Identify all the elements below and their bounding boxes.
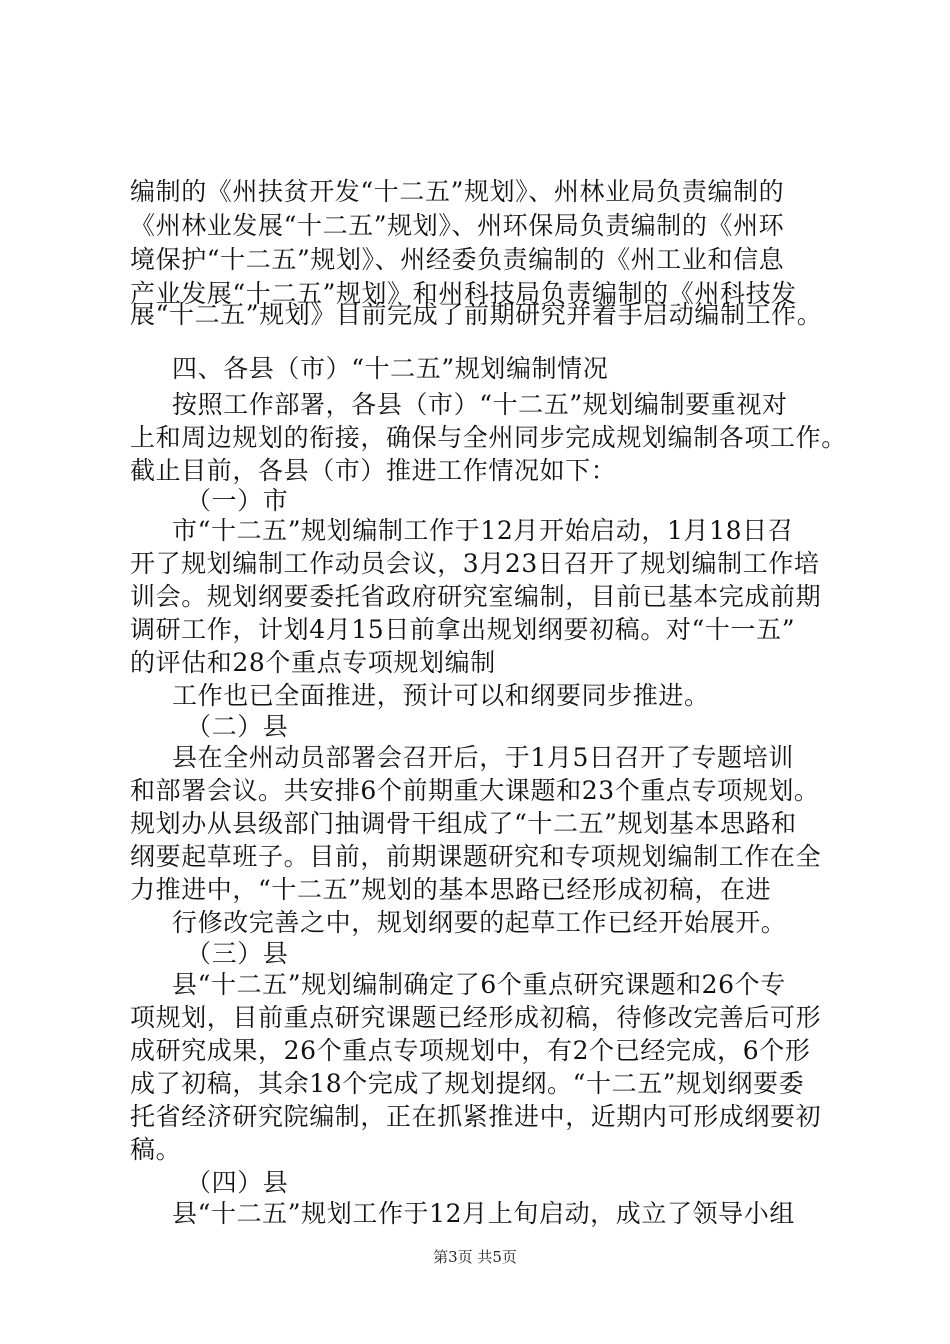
page-number-footer: 第3页 共5页 xyxy=(433,1248,517,1266)
body-text-line: 上和周边规划的衔接，确保与全州同步完成规划编制各项工作。 xyxy=(130,423,847,452)
body-text-line: 截止目前，各县（市）推进工作情况如下： xyxy=(130,456,617,485)
body-text-line: 工作也已全面推进，预计可以和纲要同步推进。 xyxy=(172,681,710,710)
subsection-heading: （二）县 xyxy=(186,712,289,741)
body-text-line: 市“十二五”规划编制工作于12月开始启动，1月18日召 xyxy=(172,516,794,545)
body-text-line: 开了规划编制工作动员会议，3月23日召开了规划编制工作培 xyxy=(130,549,820,578)
subsection-heading: （三）县 xyxy=(186,939,289,968)
subsection-heading: （四）县 xyxy=(186,1168,289,1197)
section-heading: 四、各县（市）“十二五”规划编制情况 xyxy=(172,354,609,383)
body-text-line: 展“十二五”规划》目前完成了前期研究并着手启动编制工作。 xyxy=(130,300,823,329)
body-text-line: 调研工作，计划4月15日前拿出规划纲要初稿。对“十一五” xyxy=(130,615,796,644)
body-text-line: 《州林业发展“十二五”规划》、州环保局负责编制的《州环 xyxy=(130,211,785,240)
body-text-line: 纲要起草班子。目前，前期课题研究和专项规划编制工作在全 xyxy=(130,842,822,871)
body-text-line: 训会。规划纲要委托省政府研究室编制，目前已基本完成前期 xyxy=(130,582,822,611)
body-text-line: 行修改完善之中，规划纲要的起草工作已经开始展开。 xyxy=(172,908,787,937)
body-text-line: 托省经济研究院编制，正在抓紧推进中，近期内可形成纲要初 xyxy=(130,1102,822,1131)
body-text-line: 成了初稿，其余18个完成了规划提纲。“十二五”规划纲要委 xyxy=(130,1069,805,1098)
body-text-line: 产业发展“十二五”规划》和州科技局负责编制的《州科技发 xyxy=(130,279,797,308)
body-text-line: 的评估和28个重点专项规划编制 xyxy=(130,648,496,677)
body-text-line: 项规划，目前重点研究课题已经形成初稿，待修改完善后可形 xyxy=(130,1003,822,1032)
body-text-line: 按照工作部署，各县（市）“十二五”规划编制要重视对 xyxy=(172,390,788,419)
body-text-line: 县“十二五”规划工作于12月上旬启动，成立了领导小组 xyxy=(172,1199,795,1228)
body-text-line: 规划办从县级部门抽调骨干组成了“十二五”规划基本思路和 xyxy=(130,809,797,838)
body-text-line: 县“十二五”规划编制确定了6个重点研究课题和26个专 xyxy=(172,970,786,999)
subsection-heading: （一）市 xyxy=(186,486,289,515)
body-text-line: 力推进中，“十二五”规划的基本思路已经形成初稿，在进 xyxy=(130,875,772,904)
body-text-line: 编制的《州扶贫开发“十二五”规划》、州林业局负责编制的 xyxy=(130,177,785,206)
body-text-line: 成研究成果，26个重点专项规划中，有2个已经完成，6个形 xyxy=(130,1036,811,1065)
body-text-line: 稿。 xyxy=(130,1135,182,1164)
body-text-line: 县在全州动员部署会召开后，于1月5日召开了专题培训 xyxy=(172,743,794,772)
body-text-line: 境保护“十二五”规划》、州经委负责编制的《州工业和信息 xyxy=(130,245,785,274)
body-text-line: 和部署会议。共安排6个前期重大课题和23个重点专项规划。 xyxy=(130,776,820,805)
